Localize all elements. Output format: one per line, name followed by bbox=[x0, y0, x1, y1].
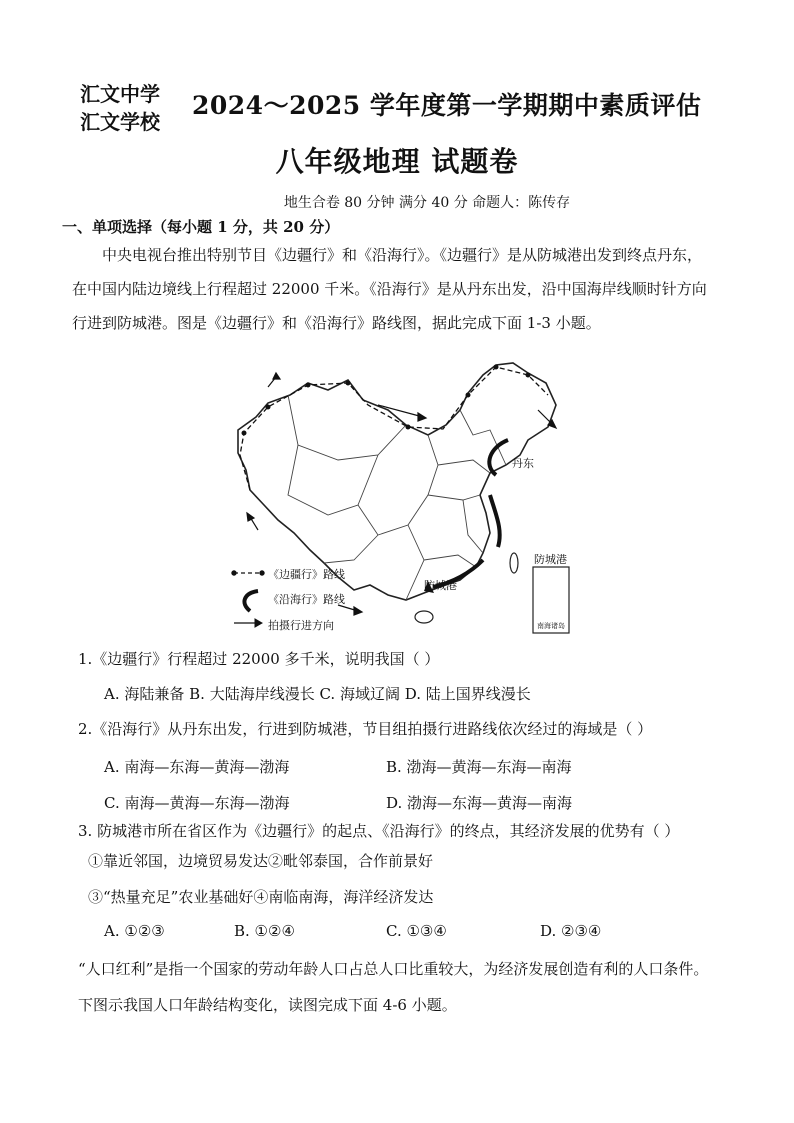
question-3-statement-1: ①靠近邻国，边境贸易发达②毗邻泰国，合作前景好 bbox=[88, 852, 434, 870]
legend-direction: 拍摄行进方向 bbox=[268, 619, 334, 632]
question-1-stem: 1.《边疆行》行程超过 22000 多千米，说明我国（ ） bbox=[78, 650, 440, 668]
label-fangchenggang: 防城港 bbox=[424, 579, 457, 592]
section-heading: 一、单项选择（每小题 1 分，共 20 分） bbox=[62, 218, 340, 236]
legend-symbols bbox=[232, 571, 264, 627]
question-3-statement-2: ③“热量充足”农业基础好④南临南海，海洋经济发达 bbox=[88, 888, 434, 906]
question-3-stem: 3. 防城港市所在省区作为《边疆行》的起点、《沿海行》的终点，其经济发展的优势有（ ） bbox=[78, 822, 680, 840]
inset-caption: 南海诸岛 bbox=[537, 622, 565, 630]
question-1-options: A. 海陆兼备 B. 大陆海岸线漫长 C. 海域辽阔 D. 陆上国界线漫长 bbox=[104, 685, 531, 703]
inset-label: 防城港 bbox=[534, 553, 567, 566]
next-intro-line-1: “人口红利”是指一个国家的劳动年龄人口占总人口比重较大，为经济发展创造有利的人口条件。 bbox=[78, 960, 709, 978]
coast-route-arrow-1 bbox=[489, 440, 508, 475]
question-2-option-b: B. 渤海—黄海—东海—南海 bbox=[386, 758, 572, 776]
intro-line-3: 行进到防城港。图是《边疆行》和《沿海行》路线图，据此完成下面 1-3 小题。 bbox=[72, 314, 601, 332]
question-3-option-d: D. ②③④ bbox=[540, 922, 602, 940]
exam-subtitle: 八年级地理 试题卷 bbox=[275, 145, 519, 178]
coast-route-arrow-2 bbox=[490, 495, 500, 547]
intro-line-1: 中央电视台推出特别节目《边疆行》和《沿海行》。《边疆行》是从防城港出发到终点丹东， bbox=[102, 246, 703, 264]
label-dandong: 丹东 bbox=[512, 457, 534, 470]
next-intro-line-2: 下图示我国人口年龄结构变化，读图完成下面 4-6 小题。 bbox=[78, 996, 457, 1014]
border-route-line bbox=[240, 367, 548, 490]
legend-border-route: 《边疆行》路线 bbox=[268, 568, 345, 581]
question-2-option-d: D. 渤海—东海—黄海—南海 bbox=[386, 794, 573, 812]
question-3-option-a: A. ①②③ bbox=[104, 922, 165, 940]
exam-meta: 地生合卷 80 分钟 满分 40 分 命题人：陈传存 bbox=[283, 195, 571, 211]
school-name-1: 汇文中学 bbox=[80, 82, 160, 106]
question-3-option-b: B. ①②④ bbox=[234, 922, 295, 940]
question-3-option-c: C. ①③④ bbox=[386, 922, 447, 940]
intro-line-2: 在中国内陆边境线上行程超过 22000 千米。《沿海行》是从丹东出发，沿中国海岸线顺时针方向 bbox=[72, 280, 707, 298]
hainan-island bbox=[415, 611, 433, 623]
question-2-option-a: A. 南海—东海—黄海—渤海 bbox=[104, 758, 290, 776]
exam-title: 2024～2025 学年度第一学期期中素质评估 bbox=[192, 91, 702, 120]
question-2-option-c: C. 南海—黄海—东海—渤海 bbox=[104, 794, 290, 812]
route-map bbox=[228, 355, 574, 637]
china-outline bbox=[238, 363, 556, 600]
taiwan-island bbox=[510, 553, 518, 573]
question-2-stem: 2.《沿海行》从丹东出发，行进到防城港，节目组拍摄行进路线依次经过的海域是（ ） bbox=[78, 720, 653, 738]
school-name-2: 汇文学校 bbox=[80, 110, 160, 134]
legend-coast-route: 《沿海行》路线 bbox=[268, 593, 345, 606]
